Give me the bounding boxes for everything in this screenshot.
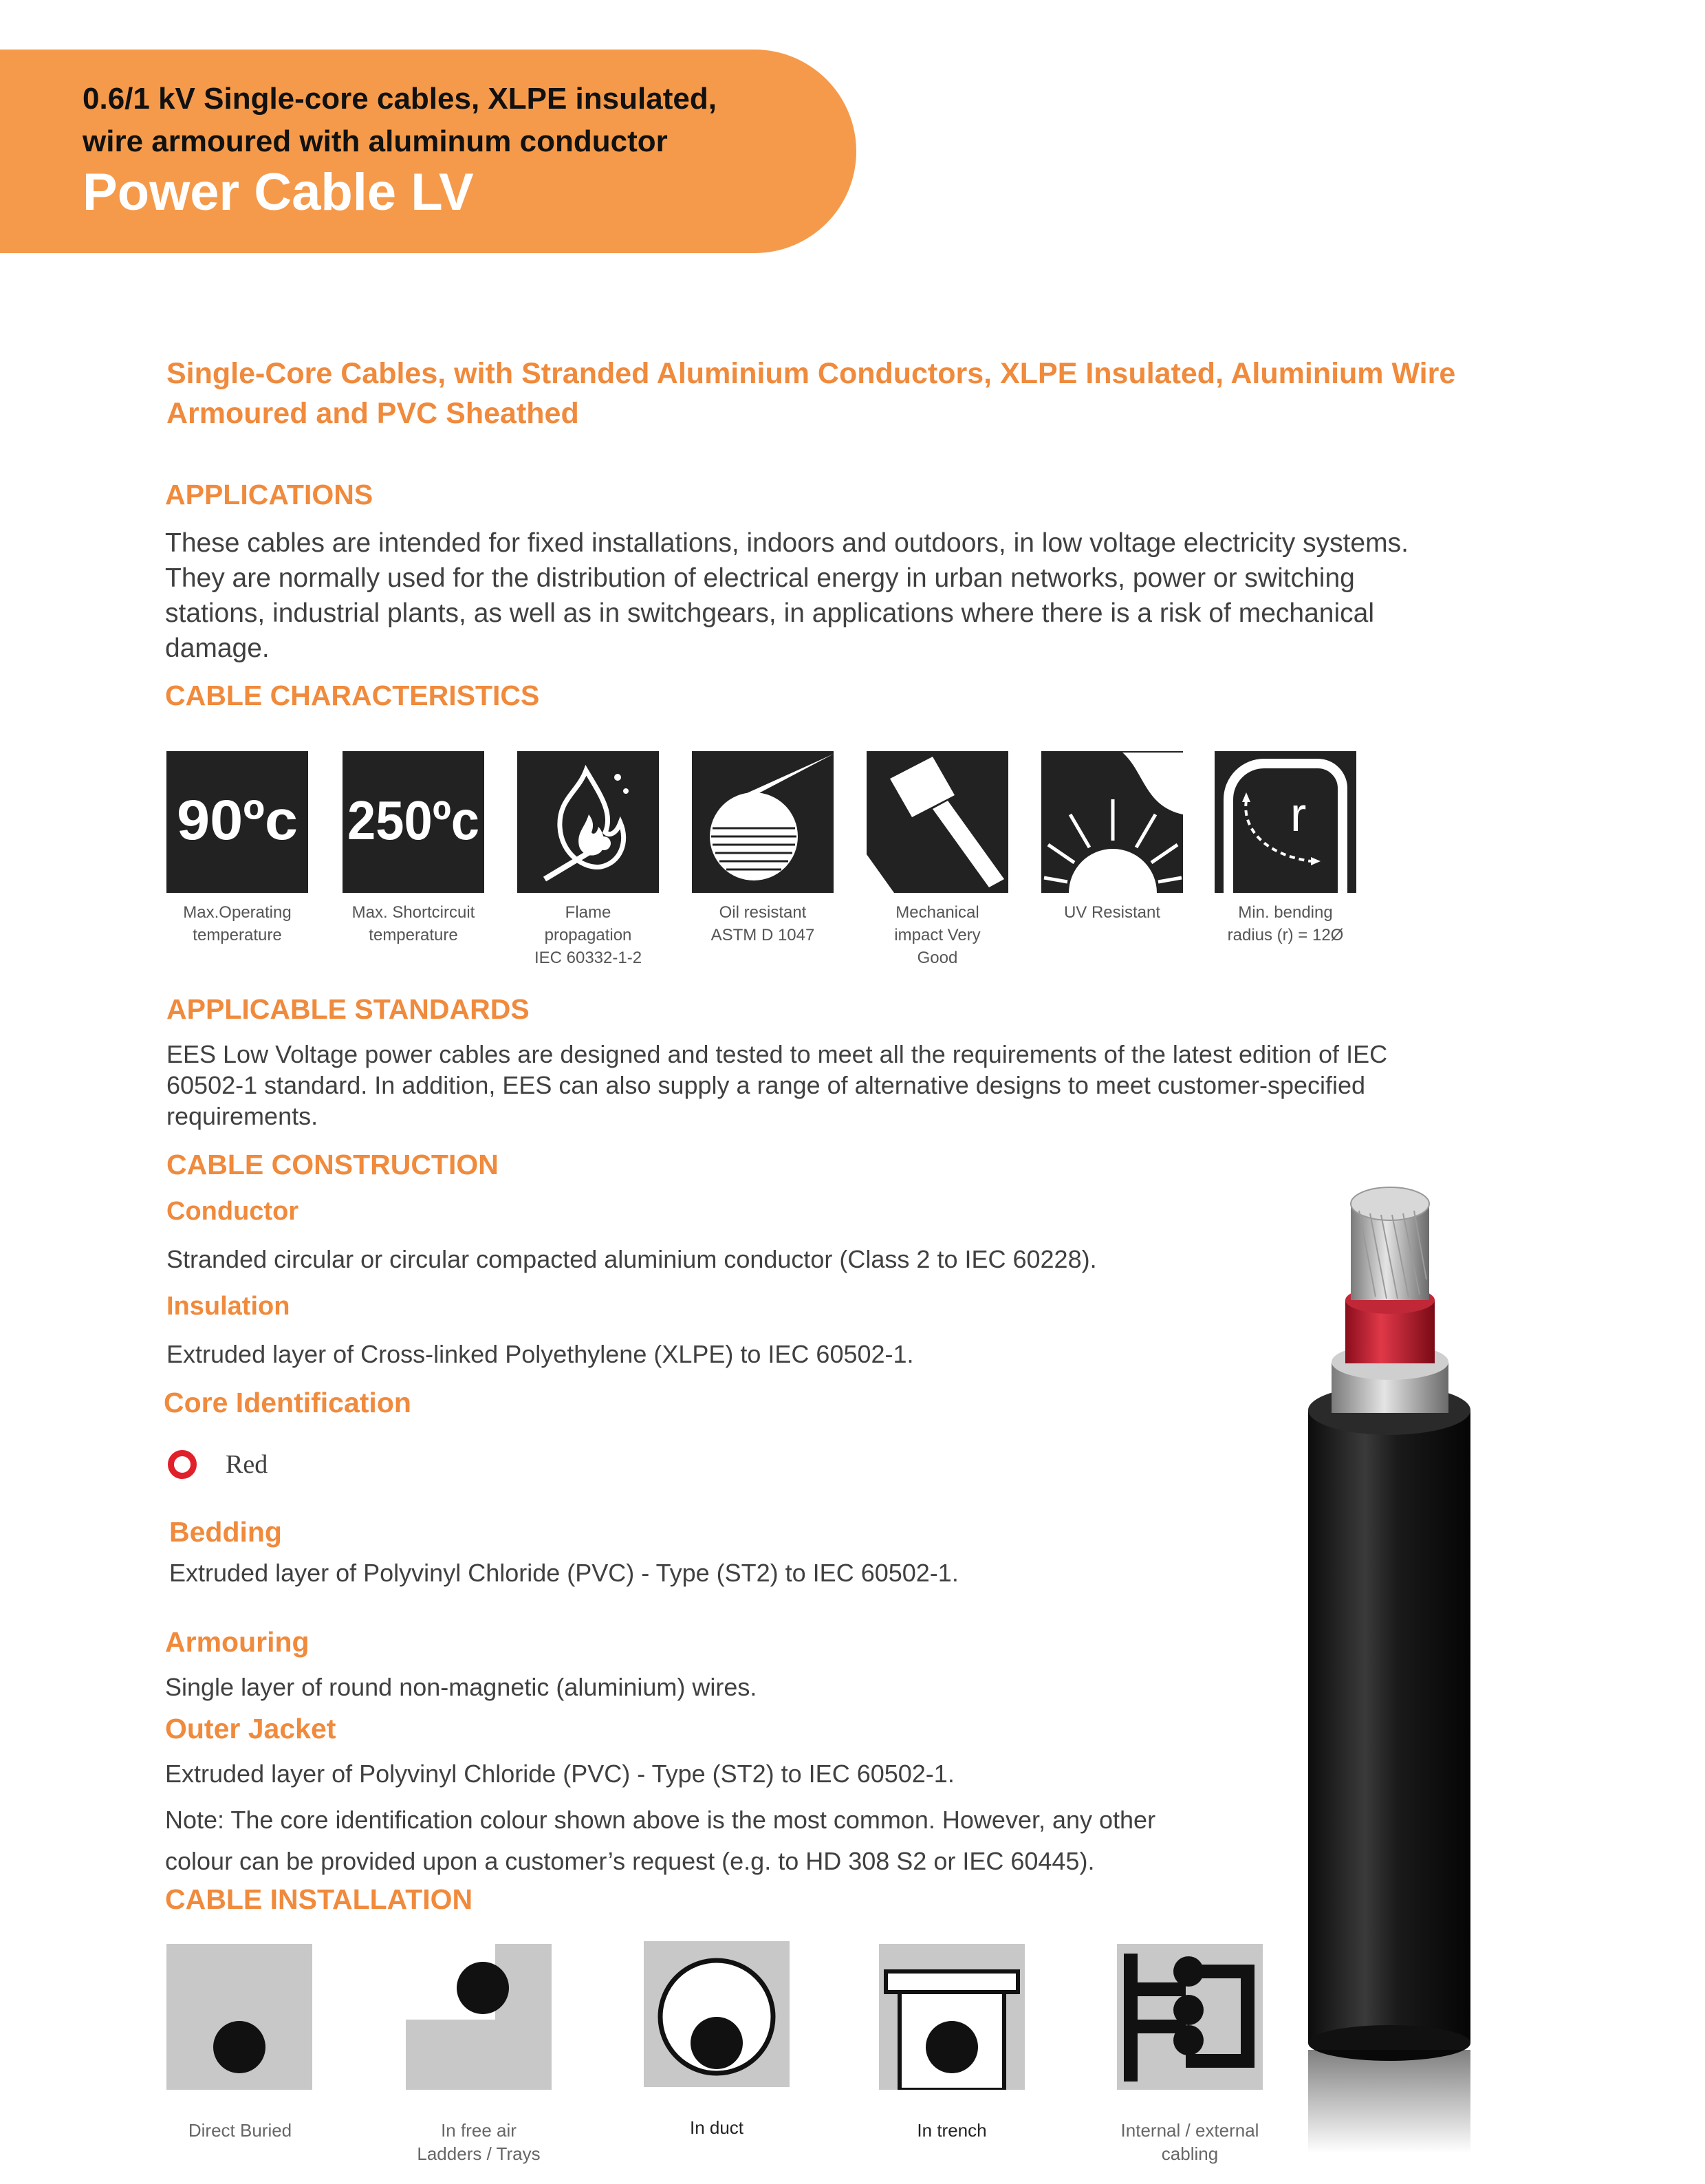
icon-caption bbox=[855, 901, 1020, 969]
page-title: Power Cable LV bbox=[83, 163, 474, 221]
bedding-text: Extruded layer of Polyvinyl Chloride (PVC) - Type (ST2) to IEC 60502-1. bbox=[169, 1559, 959, 1587]
direct-buried-icon bbox=[166, 1944, 312, 2090]
icon-caption bbox=[155, 901, 320, 947]
subtitle-line-2: Armoured and PVC Sheathed bbox=[166, 397, 579, 430]
note-line: Note: The core identification colour shown above is the most common. However, any other bbox=[165, 1806, 1156, 1834]
standards-heading: APPLICABLE STANDARDS bbox=[166, 993, 530, 1025]
note-line: colour can be provided upon a customer’s request (e.g. to HD 308 S2 or IEC 60445). bbox=[165, 1847, 1095, 1875]
outer-jacket-title: Outer Jacket bbox=[165, 1713, 336, 1744]
header-line-1: 0.6/1 kV Single-core cables, XLPE insulated, bbox=[83, 82, 717, 116]
caption-line: Good bbox=[917, 949, 958, 967]
trench-icon bbox=[879, 1944, 1025, 2090]
caption-line: In free air bbox=[441, 2120, 517, 2141]
caption-line: Direct Buried bbox=[188, 2120, 292, 2141]
temperature-250-icon bbox=[343, 751, 484, 893]
icon-caption bbox=[1203, 901, 1368, 947]
armouring-title: Armouring bbox=[165, 1626, 309, 1658]
applications-text bbox=[165, 526, 1609, 666]
characteristics-heading: CABLE CHARACTERISTICS bbox=[165, 680, 540, 711]
caption-line: Oil resistant bbox=[719, 903, 807, 922]
bedding-title: Bedding bbox=[169, 1516, 282, 1548]
header-banner bbox=[0, 50, 856, 253]
install-caption bbox=[389, 2119, 568, 2165]
standards-text bbox=[166, 1039, 1611, 1132]
caption-line: Flame bbox=[565, 903, 611, 922]
install-caption bbox=[627, 2116, 806, 2139]
applications-line: These cables are intended for fixed installations, indoors and outdoors, in low voltage electricity systems. bbox=[165, 528, 1409, 558]
flame-icon bbox=[517, 751, 659, 893]
temperature-90-icon bbox=[166, 751, 308, 893]
core-identification-title: Core Identification bbox=[164, 1387, 411, 1418]
outer-jacket-text: Extruded layer of Polyvinyl Chloride (PVC) - Type (ST2) to IEC 60502-1. bbox=[165, 1760, 955, 1788]
core-color-label: Red bbox=[226, 1450, 268, 1479]
caption-line: temperature bbox=[193, 926, 282, 944]
duct-icon bbox=[644, 1941, 790, 2087]
install-caption bbox=[862, 2119, 1041, 2142]
applications-line: They are normally used for the distribution of electrical energy in urban networks, power or switching bbox=[165, 563, 1355, 593]
insulation-title: Insulation bbox=[166, 1292, 290, 1321]
caption-line: UV Resistant bbox=[1063, 903, 1161, 922]
standards-line: requirements. bbox=[166, 1102, 318, 1130]
caption-line: In duct bbox=[689, 2117, 744, 2138]
icon-caption bbox=[331, 901, 496, 947]
subtitle-line-1: Single-Core Cables, with Stranded Aluminium Conductors, XLPE Insulated, Aluminium Wire bbox=[166, 357, 1456, 390]
icon-caption bbox=[680, 901, 845, 947]
svg-text:90ºc: 90ºc bbox=[177, 789, 298, 852]
caption-line: Max. Shortcircuit bbox=[351, 903, 475, 922]
free-air-icon bbox=[406, 1944, 552, 2090]
caption-line: IEC 60332-1-2 bbox=[534, 949, 642, 967]
caption-line: propagation bbox=[544, 926, 632, 944]
svg-text:r: r bbox=[1290, 788, 1307, 841]
armouring-text: Single layer of round non-magnetic (aluminium) wires. bbox=[165, 1673, 757, 1701]
caption-line: In trench bbox=[917, 2120, 987, 2141]
caption-line: Mechanical bbox=[895, 903, 979, 922]
standards-line: EES Low Voltage power cables are designed and tested to meet all the requirements of the latest edition of IEC bbox=[166, 1040, 1388, 1068]
caption-line: ASTM D 1047 bbox=[710, 926, 815, 944]
applications-heading: APPLICATIONS bbox=[165, 479, 373, 510]
icon-caption bbox=[506, 901, 671, 969]
applications-line: damage. bbox=[165, 634, 270, 663]
core-color-marker bbox=[168, 1450, 197, 1479]
caption-line: impact Very bbox=[894, 926, 981, 944]
product-subtitle bbox=[166, 354, 1611, 433]
standards-line: 60502-1 standard. In addition, EES can also supply a range of alternative designs to meet customer-specified bbox=[166, 1071, 1366, 1099]
sun-icon bbox=[1041, 751, 1183, 893]
note-text bbox=[165, 1799, 1348, 1882]
conductor-text: Stranded circular or circular compacted aluminium conductor (Class 2 to IEC 60228). bbox=[166, 1245, 1097, 1273]
install-caption bbox=[1100, 2119, 1279, 2165]
insulation-text: Extruded layer of Cross-linked Polyethylene (XLPE) to IEC 60502-1. bbox=[166, 1340, 914, 1368]
internal-external-icon bbox=[1117, 1944, 1263, 2090]
oil-drop-icon bbox=[692, 751, 834, 893]
svg-text:250ºc: 250ºc bbox=[347, 790, 479, 851]
applications-line: stations, industrial plants, as well as in switchgears, in applications where there is a risk of mechanical bbox=[165, 598, 1374, 628]
header-line-2: wire armoured with aluminum conductor bbox=[83, 125, 668, 158]
caption-line: cabling bbox=[1161, 2143, 1219, 2164]
caption-line: radius (r) = 12Ø bbox=[1227, 926, 1344, 944]
icon-caption bbox=[1030, 901, 1195, 924]
caption-line: Max.Operating bbox=[183, 903, 292, 922]
bending-radius-icon bbox=[1215, 751, 1356, 893]
caption-line: Ladders / Trays bbox=[417, 2143, 541, 2164]
cable-illustration bbox=[1293, 1156, 1486, 2160]
install-caption bbox=[151, 2119, 329, 2142]
caption-line: temperature bbox=[369, 926, 458, 944]
caption-line: Internal / external bbox=[1120, 2120, 1259, 2141]
caption-line: Min. bending bbox=[1238, 903, 1333, 922]
hammer-icon bbox=[867, 751, 1008, 893]
conductor-title: Conductor bbox=[166, 1197, 299, 1226]
construction-heading: CABLE CONSTRUCTION bbox=[166, 1149, 499, 1180]
installation-heading: CABLE INSTALLATION bbox=[165, 1883, 473, 1915]
